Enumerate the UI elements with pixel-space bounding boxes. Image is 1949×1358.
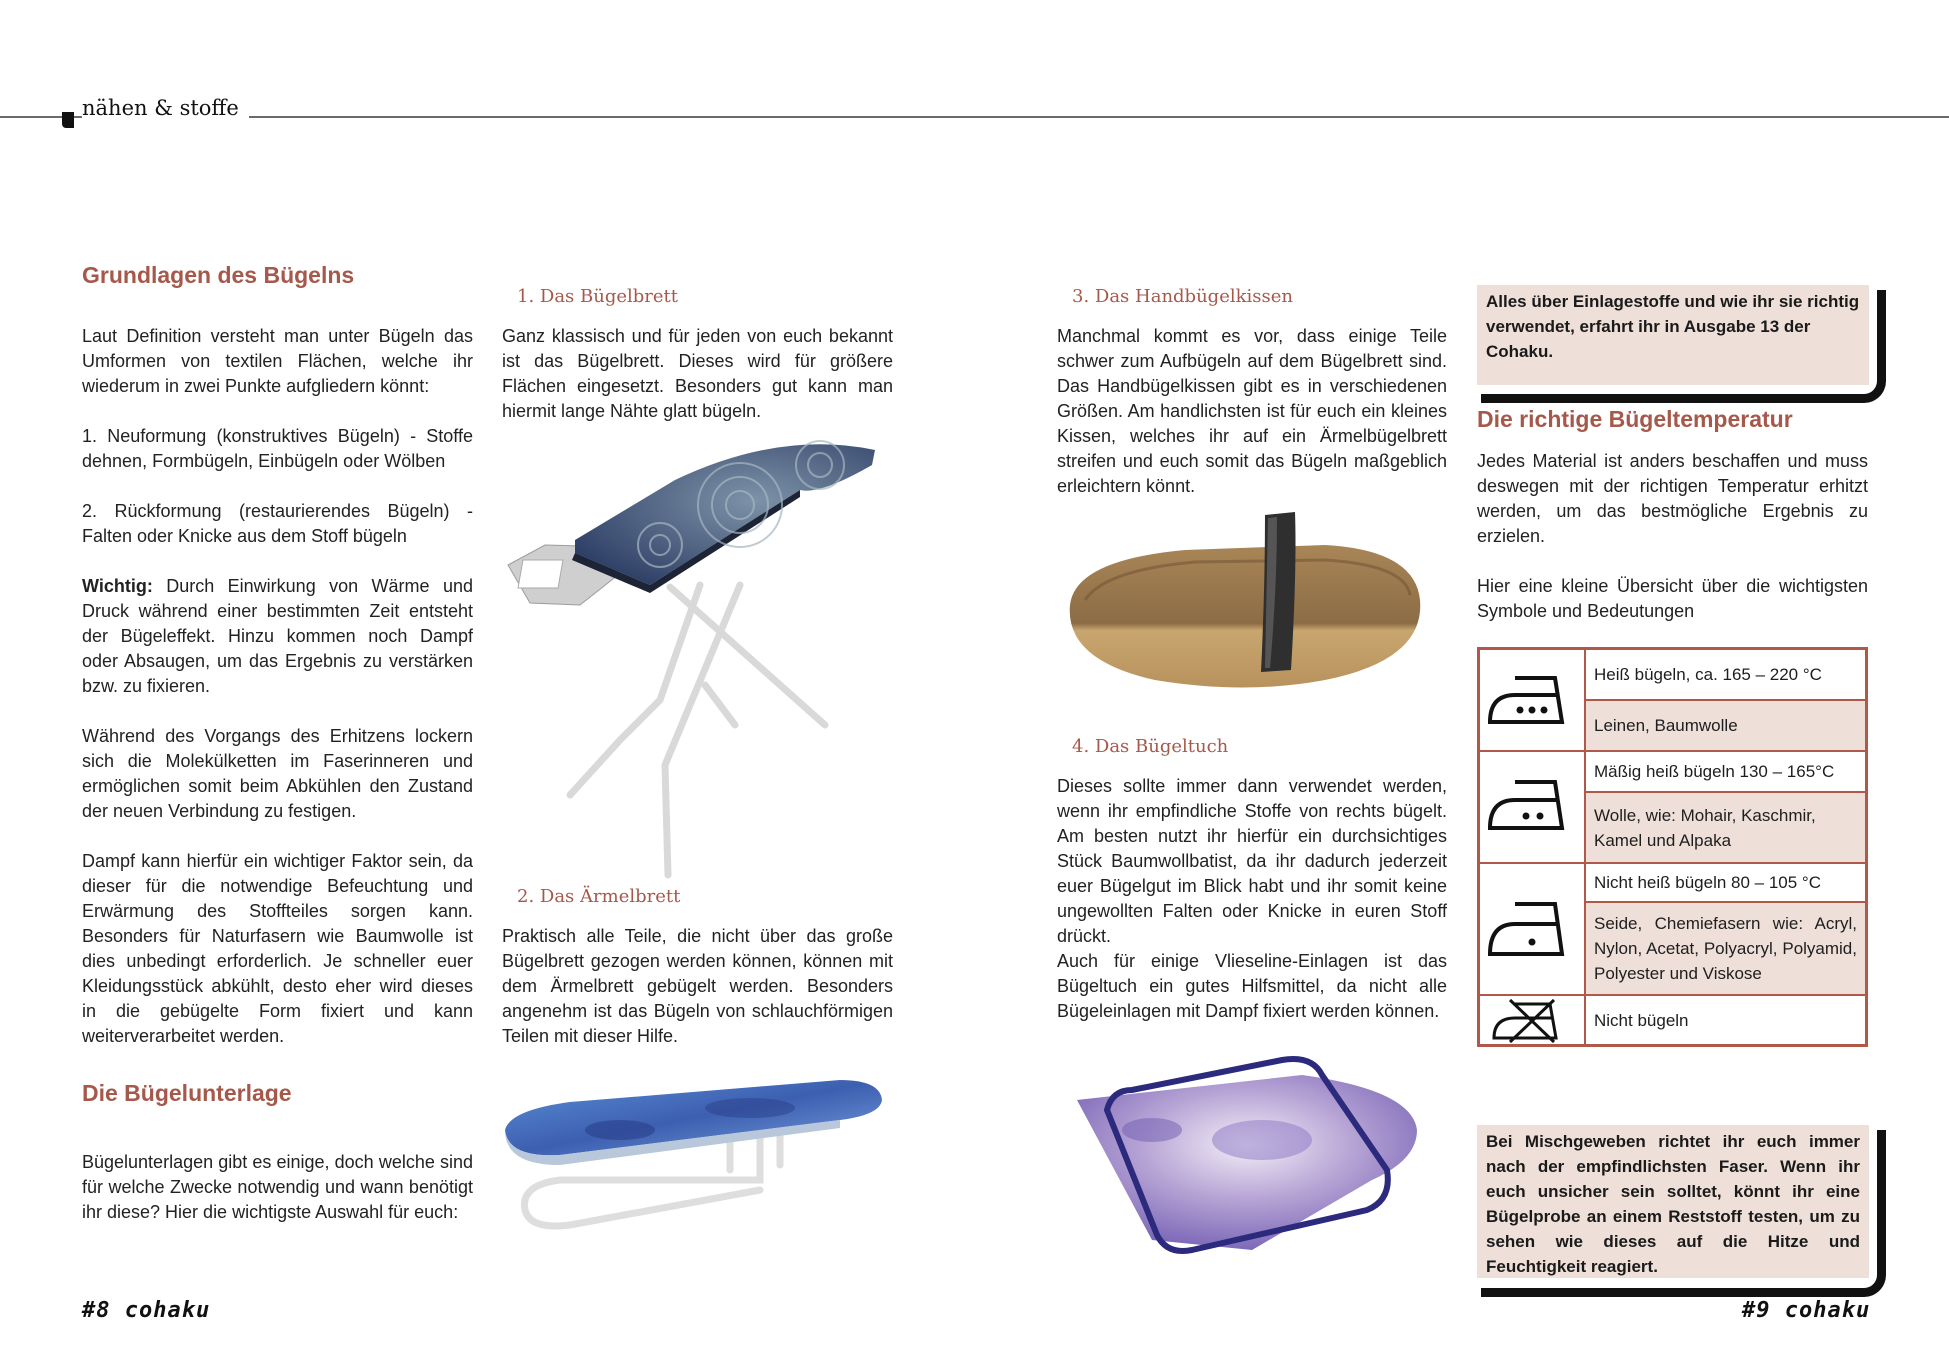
heat-paragraph: Während des Vorgangs des Erhitzens lockern sich die Molekülketten im Faserinneren und ermöglichen somit beim Abkühlen den Zustand der neuen Verbindung zu festigen. — [82, 726, 473, 821]
text-buegeltuch — [1057, 774, 1447, 1024]
text-buegelbrett: Ganz klassisch und für jeden von euch bekannt ist das Bügelbrett. Dieses wird für größere Flächen eingesetzt. Besonders gut kann man hiermit lange Nähte glatt bügeln. — [502, 326, 893, 421]
title-buegelunterlage: Die Bügelunterlage — [82, 1080, 292, 1106]
symbols-intro: Hier eine kleine Übersicht über die wichtigsten Symbole und Bedeutungen — [1477, 576, 1868, 621]
sleeve-board-image — [500, 1070, 890, 1245]
footer-left-page-number: #8 cohaku — [82, 1298, 211, 1323]
iron-two-dots-icon — [1479, 751, 1586, 863]
important-paragraph — [82, 574, 473, 699]
materials-medium: Wolle, wie: Mohair, Kaschmir, Kamel und Alpaka — [1585, 792, 1867, 863]
heading-buegeltuch: 4. Das Bügeltuch — [1072, 736, 1229, 757]
text-buegeltuch-a: Dieses sollte immer dann verwendet werden, wenn ihr empfindliche Stoffe von rechts bügelt. Am besten nutzt ihr hierfür ein durchsichtiges Stück Baumwollbatist, da ihr dadurch jederzeit euer Bügelgut im Blick habt und ihr somit keine ungewollten Falten oder Knicke in euren Stoff drückt. — [1057, 776, 1447, 946]
temp-medium: Mäßig heiß bügeln 130 – 165°C — [1585, 751, 1867, 792]
point-1: 1. Neuformung (konstruktives Bügeln) - Stoffe dehnen, Formbügeln, Einbügeln oder Wölben — [82, 426, 473, 471]
table-row — [1479, 995, 1867, 1046]
materials-hot: Leinen, Baumwolle — [1585, 700, 1867, 751]
left-column-text — [82, 324, 473, 1049]
temp-hot: Heiß bügeln, ca. 165 – 220 °C — [1585, 649, 1867, 701]
temp-low: Nicht heiß bügeln 80 – 105 °C — [1585, 863, 1867, 902]
materials-low: Seide, Chemiefasern wie: Acryl, Nylon, Acetat, Polyacryl, Polyamid, Polyester und Viskose — [1585, 902, 1867, 996]
section-label: nähen & stoffe — [82, 96, 249, 120]
heading-aermelbrett: 2. Das Ärmelbrett — [517, 886, 681, 907]
header-rule — [0, 116, 1949, 118]
text-buegeltuch-b: Auch für einige Vlieseline-Einlagen ist das Bügeltuch ein gutes Hilfsmittel, da nicht alle Bügeleinlagen mit Dampf fixiert werden können. — [1057, 951, 1447, 1021]
title-buegeltemperatur: Die richtige Bügeltemperatur — [1477, 406, 1793, 432]
pressing-cloth-image — [1072, 1050, 1422, 1260]
text-handbuegelkissen: Manchmal kommt es vor, dass einige Teile schwer zum Aufbügeln auf dem Bügelbrett sind. Das Handbügelkissen gibt es in verschiedenen Größen. Am handlichsten ist für euch ein kleines Kissen, welches ihr auf ein Ärmelbügelbrett streifen und euch somit das Bügeln maßgeblich erleichtern könnt. — [1057, 326, 1447, 496]
intro-paragraph: Laut Definition versteht man unter Bügeln das Umformen von textilen Flächen, welche ihr wiederum in zwei Punkte aufgliedern könnt: — [82, 326, 473, 396]
symbol-table — [1477, 647, 1868, 1047]
right-text — [1477, 449, 1868, 624]
iron-one-dot-icon — [1479, 863, 1586, 995]
footer-right-page-number: #9 cohaku — [1742, 1298, 1871, 1323]
iron-crossed-icon — [1479, 995, 1586, 1046]
callout-top: Alles über Einlagestoffe und wie ihr sie richtig verwendet, erfahrt ihr in Ausgabe 13 der Cohaku. — [1477, 285, 1869, 385]
callout-bottom: Bei Mischgeweben richtet ihr euch immer nach der empfindlichsten Faser. Wenn ihr euch unsicher sein solltet, könnt ihr eine Bügelprobe an einem Reststoff testen, um zu sehen wie dieses auf die Hitze und Feuchtigkeit reagiert. — [1477, 1125, 1869, 1278]
important-label: Wichtig: — [82, 576, 153, 596]
ironing-board-image — [500, 435, 890, 880]
table-row — [1479, 751, 1867, 792]
important-text: Durch Einwirkung von Wärme und Druck während einer bestimmten Zeit entsteht der Bügeleffekt. Hinzu kommen noch Dampf oder Absaugen, um das Ergebnis zu verstärken bzw. zu fixieren. — [82, 576, 473, 696]
title-grundlagen: Grundlagen des Bügelns — [82, 262, 355, 288]
no-iron-label: Nicht bügeln — [1585, 995, 1867, 1046]
under-paragraph: Bügelunterlagen gibt es einige, doch welche sind für welche Zwecke notwendig und wann benötigt ihr diese? Hier die wichtigste Auswahl für euch: — [82, 1152, 473, 1222]
temperature-intro: Jedes Material ist anders beschaffen und muss deswegen mit der richtigen Temperatur erhitzt werden, um das bestmögliche Ergebnis zu erzielen. — [1477, 451, 1868, 546]
ironing-ham-image — [1065, 510, 1427, 700]
steam-paragraph: Dampf kann hierfür ein wichtiger Faktor sein, da dieser für die notwendige Befeuchtung und Erwärmung des Stoffteiles sorgen kann. Besonders für Naturfasern wie Baumwolle ist dies unbedingt erforderlich. Je schneller euer Kleidungsstück abkühlt, desto eher wird dieses in die gebügelte Form fixiert und kann weiterverarbeitet werden. — [82, 851, 473, 1046]
table-row — [1479, 649, 1867, 701]
section-marker — [62, 112, 74, 128]
table-row — [1479, 863, 1867, 902]
point-2: 2. Rückformung (restaurierendes Bügeln) - Falten oder Knicke aus dem Stoff bügeln — [82, 501, 473, 546]
iron-three-dots-icon — [1479, 649, 1586, 752]
text-aermelbrett: Praktisch alle Teile, die nicht über das große Bügelbrett gezogen werden können, können mit dem Ärmelbrett gebügelt werden. Besonders angenehm ist das Bügeln von schlauchförmigen Teilen mit dieser Hilfe. — [502, 926, 893, 1046]
heading-buegelbrett: 1. Das Bügelbrett — [517, 286, 679, 307]
heading-handbuegelkissen: 3. Das Handbügelkissen — [1072, 286, 1293, 307]
